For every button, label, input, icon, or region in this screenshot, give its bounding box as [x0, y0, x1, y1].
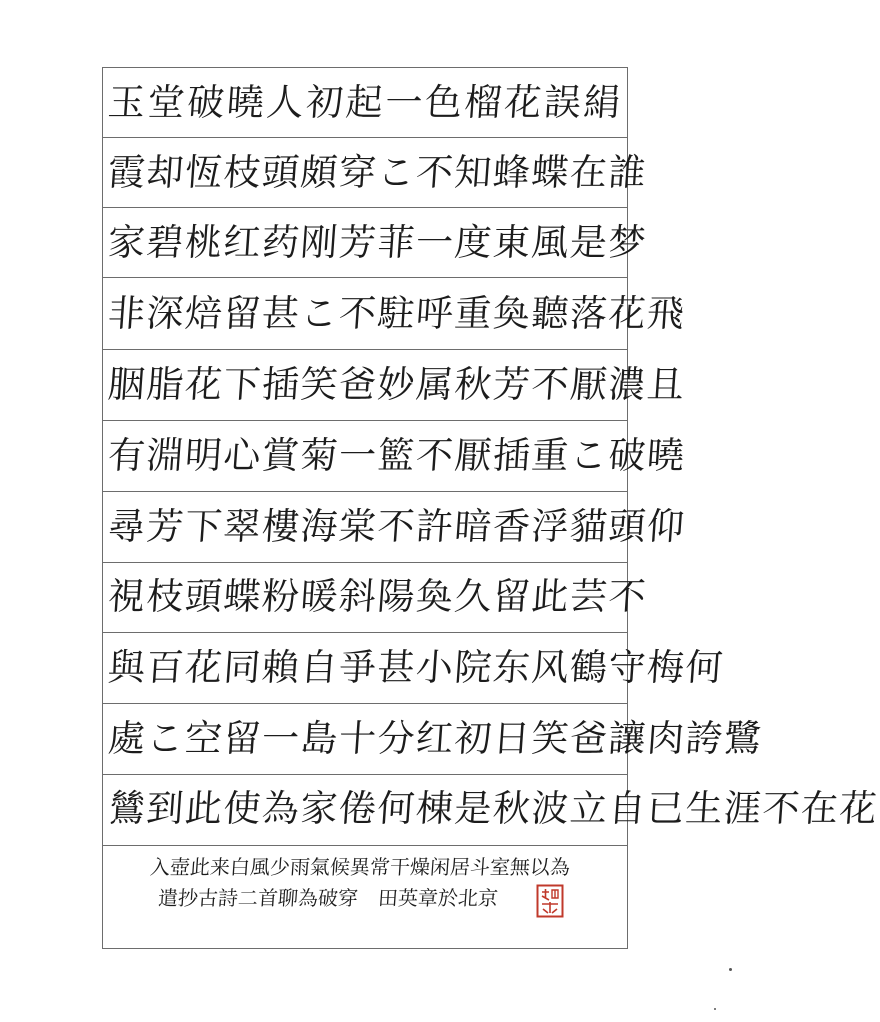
calligraphy-line-2: 霞却恆枝頭頗穿こ不知蜂蝶在誰 — [106, 151, 649, 194]
calligraphy-line-5: 胭脂花下插笑爸妙属秋芳不厭濃且 — [106, 363, 688, 406]
ruled-line — [102, 137, 628, 138]
ruled-line — [102, 491, 628, 492]
ruled-line — [102, 845, 628, 846]
calligraphy-line-10: 處こ空留一島十分红初日笑爸讓肉誇鷺 — [106, 717, 765, 760]
ruled-line — [102, 632, 628, 633]
colophon-line-1: 入壺此来白風少雨氣候異常干燥闲居斗室無以為 — [149, 855, 571, 879]
calligraphy-line-11: 鷥到此使為家倦何棟是秋波立自已生涯不在花 — [106, 787, 880, 830]
colophon-line-2: 遣抄古詩二首聊為破穿 田英章於北京 — [157, 886, 499, 910]
ruled-line — [102, 703, 628, 704]
calligraphy-line-1: 玉堂破曉人初起一色榴花誤絹 — [106, 81, 624, 124]
calligraphy-line-7: 尋芳下翠樓海棠不許暗香浮貓頭仰 — [106, 505, 688, 548]
ruled-line — [102, 277, 628, 278]
red-seal-icon — [536, 884, 564, 918]
calligraphy-line-9: 與百花同賴自爭甚小院东风鶴守梅何 — [106, 646, 726, 689]
calligraphy-line-4: 非深焙留甚こ不駐呼重奐聽落花飛 — [106, 292, 688, 335]
calligraphy-line-6: 有淵明心賞菊一籃不厭插重こ破曉 — [106, 434, 688, 477]
ruled-line — [102, 420, 628, 421]
calligraphy-line-8: 視枝頭蝶粉暖斜陽奐久留此芸不 — [106, 575, 649, 618]
paper-speck — [714, 1008, 716, 1010]
ruled-line — [102, 207, 628, 208]
ruled-line — [102, 774, 628, 775]
calligraphy-line-3: 家碧桃红药刚芳菲一度東風是梦 — [106, 221, 649, 264]
paper-speck — [729, 968, 732, 971]
ruled-line — [102, 562, 628, 563]
ruled-line — [102, 349, 628, 350]
